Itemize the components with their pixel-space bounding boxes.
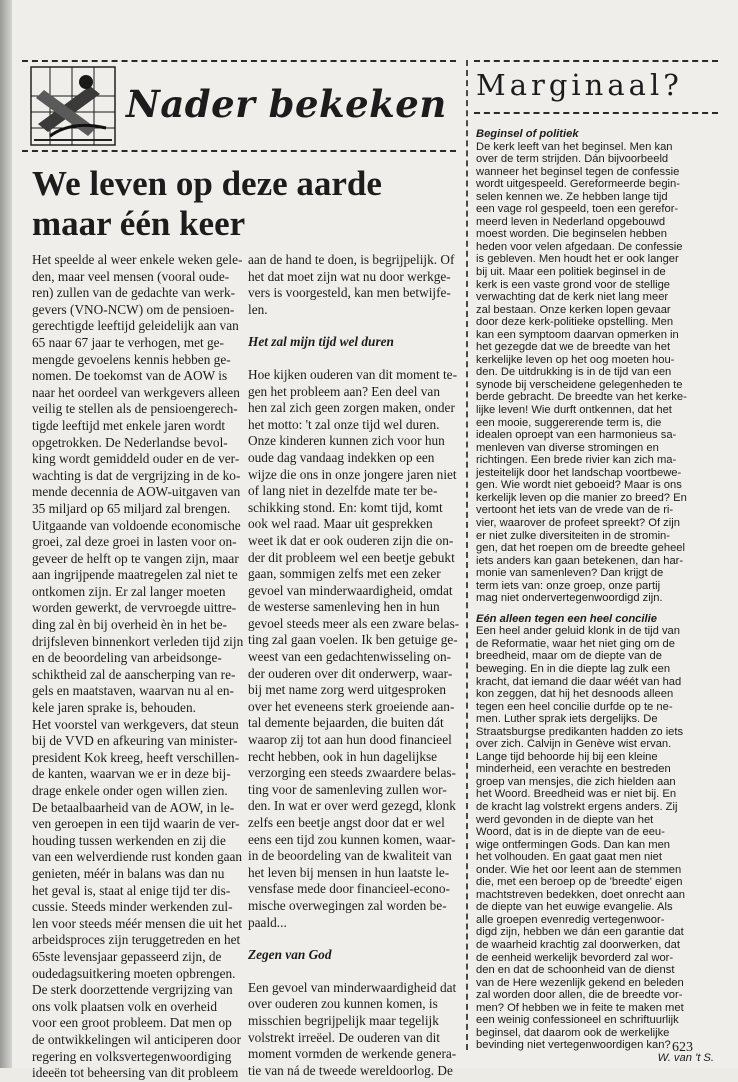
text-line: de westerse samenleving hen in hun [248,599,440,615]
text-line: den, maar veel mensen (vooral oude- [32,268,230,284]
sidebar-text-line: wordt uitgespeeld. Gereformeerde begin- [476,178,680,191]
sidebar-text-line: moest worden. Die beginselen hebben [476,228,667,241]
text-line: tal demente bejaarden, die buiten dát [248,715,444,731]
text-line: schikking stond. En: komt tijd, komt [248,499,443,515]
text-line: aan de hand te doen, is begrijpelijk. Of [248,252,455,267]
sidebar-text-line: de waarheid krachtig zal doorwerken, dat [476,939,680,951]
sidebar-text-line: wanneer het beginsel tegen de confessie [476,165,680,178]
text-line: worden gewerkt, de vervroegde uittre- [32,600,237,616]
text-line: voor een groot probleem. Dat men op [32,1015,232,1031]
text-line: gevoel van minderwaardigheid, omdat [248,582,453,598]
text-line: recht hebben, ook in hun dagelijkse [248,748,438,764]
column-2-paragraph-1 [248,252,460,318]
text-line: opgetrokken. De Nederlandse bevol- [32,434,228,450]
text-line: van een welverdiende rust konden gaan [32,849,243,865]
sidebar-text-line: de diepte van het euwige evangelie. Als [476,901,673,914]
text-line: of lang niet in dezelfde mate ter be- [248,483,438,499]
text-line: misschien begrijpelijk maar tegelijk [248,1012,439,1028]
sidebar-text-line: die, met een beroep op de 'breedte' eigen [476,876,683,889]
sidebar-text-line: jesteitelijk door het landschap voortbewe- [476,466,682,479]
text-line: bij met name zorg werd uitgesproken [248,682,447,698]
text-line: het dat moet zijn wat nu door werkge- [248,268,451,284]
text-line: de ontwikkelingen wil anticiperen door [32,1031,241,1047]
sidebar-text-line: zal bestaan. Onze kerken lopen gevaar [476,303,671,316]
column-2-paragraph-2 [248,367,460,931]
article-column-2 [248,252,460,1079]
text-line: Het voorstel van werkgevers, dat steun [32,716,239,732]
text-line: aan ingrijpende maatregelen zal niet te [32,567,238,583]
sidebar-text-line: de Reformatie, waar het niet ging om de [476,637,675,650]
sidebar-text-line: gen, dat het roepen om de breedte geheel [476,542,685,555]
sidebar-text-line: van de Here wezenlijk gekend en beleden [476,976,684,989]
sidebar-text-line: De kerk leeft van het beginsel. Men kan [476,140,673,153]
text-line: het geval is, staat al enige tijd ter dis- [32,882,231,898]
column-divider [466,60,468,1050]
text-line: drage enkele onder ogen willen zien. [32,783,228,798]
sidebar-text-line: Straatsburgse predikanten hadden zo iets [476,725,684,738]
sidebar-text-line: den. De uitdrukking is in de tijd van een [476,366,672,379]
sidebar-text-line: term iets van: onze groep, onze partij [476,579,661,592]
text-line: Hoe kijken ouderen van dit moment te- [248,366,457,382]
text-line: volstrekt irreëel. De ouderen van dit [248,1029,440,1045]
sidebar-text-line: berde gebracht. De breedte van het kerke- [476,391,687,404]
sidebar-text-line: lijke leven! Wie durft ontkennen, dat het [476,404,672,417]
text-line: veilig te stellen als de pensioengerech- [32,401,238,417]
text-line: en de beoordeling van arbeidsonge- [32,650,222,666]
text-line: over het eveneens sterk groeiende aan- [248,698,455,714]
sidebar-text-line: het Woord. Breedheid was er niet bij. En [476,788,677,801]
sidebar-text-line: de eenheid werkelijk bevorderd zal wor- [476,951,674,964]
sidebar-text-line: breedheid, maar om de diepte van de [476,650,662,663]
text-line: tigde leeftijd met enkele jaren wordt [32,417,226,433]
text-line: Onze kinderen kunnen zich voor hun [248,433,445,449]
text-line: verzorging een steeds zwaardere belas- [248,765,456,781]
text-line: cussie. Steeds minder werkenden zul- [32,899,233,915]
header-rule-left [22,150,456,152]
sidebar-text-line: Een heel ander geluid klonk in de tijd van [476,625,681,638]
text-line: waarop zij tot aan hun dood financieel [248,732,452,748]
text-line: len voor steeds méér mensen die uit het [32,915,243,931]
sidebar-text-line: Lange tijd behoorde hij bij een kleine [476,750,658,763]
text-line: ting zal gaan voelen. Ik ben getuige ge- [248,632,458,648]
text-line: groei, zal deze groei in lasten voor on- [32,534,237,550]
text-line: drijfsleven binnenkort verleden tijd zijn [32,633,244,649]
sidebar-text-line: meerd leven in Nederland opgebouwd [476,215,666,228]
page-number: 623 [672,1040,693,1055]
sidebar-text-line: bij uit. Maar een politiek beginsel in de [476,266,666,279]
text-line: vers is voorgesteld, kan men betwijfe- [248,285,451,301]
text-line: wijze die ons in onze jongere jaren niet [248,466,457,482]
article-column-1 [32,252,244,1082]
sidebar-text-line: monie van samenleven? Dan krijgt de [476,567,664,580]
sidebar-text-line: gen. Wie wordt niet geboeid? Maar is ons [476,479,682,492]
text-line: len. [248,301,268,317]
sidebar-text-line: vier, waarover de profeet spreekt? Of zijn [476,516,680,529]
sidebar-text-line: kerkelijk leven op die manier zo breed? En [476,491,687,504]
sidebar-text-line: de kracht lag volstrekt ergens anders. Zij [476,800,678,813]
sidebar-text-line: een weinig confessioneel en schriftuurlijk [476,1014,679,1027]
sidebar-text-line: beginsel, dat daarom ook de werkelijke [476,1026,670,1039]
text-line: 35 miljard op 65 miljard zal brengen. [32,500,231,516]
sidebar-text-line: men? Of hebben we in feite te maken met [476,1001,684,1014]
sidebar-text-line: kon zeggen, dat hij het desnoods alleen [476,688,674,701]
author-signature: W. van 't S. [657,1051,714,1064]
text-line: nomen. De toekomst van de AOW is [32,368,228,384]
text-line: Een gevoel van minderwaardigheid dat [248,979,457,995]
text-line: eens een tijd zou kunnen komen, waar- [248,831,456,847]
sidebar-text-line: richtingen. Een brede rivier kan zich ma- [476,454,677,467]
text-line: 65 naar 67 jaar te verhogen, met ge- [32,334,224,350]
column-2-paragraph-3 [248,980,460,1080]
text-line: ven geroepen in een tijd waarin de ver- [32,816,240,832]
text-line: ideeën tot beheersing van dit probleem [32,1065,239,1081]
text-line: arbeidsproces zijn teruggetreden en het [32,932,241,948]
sidebar-text-line: men. Luther sprak iets dergelijks. De [476,713,658,726]
sidebar-title: Marginaal? [476,68,683,102]
sidebar-text-line: synode bij verscheidene gelegenheden te [476,378,683,391]
text-line: ting voor de samenleving zullen wor- [248,781,447,797]
sidebar-text-line: over de term strijden. Dán bijvoorbeeld [476,153,669,166]
text-line: over ouderen zou kunnen komen, is [248,996,438,1012]
sidebar-text-line: den en dat de schoonheid van de dienst [476,964,675,977]
text-line: de kanten, waarvan we er in deze bij- [32,766,231,782]
text-line: ook wel raad. Maar uit gesprekken [248,516,433,532]
sidebar-text-line: digd zijn, hebben we dán een garantie dat [476,926,684,939]
text-line: geveer de helft op te vangen zijn, maar [32,550,239,566]
sidebar-text-line: een vage rol gespeeld, toen een gerefor- [476,203,679,216]
text-line: mengde gevoelens kennis hebben ge- [32,351,231,367]
text-line: vensfase mede door financieel-econo- [248,881,450,897]
text-line: bij de VVD en afkeuring van minister- [32,733,238,749]
sidebar-text-line: idealen oproept van een harmonieus sa- [476,429,677,442]
text-line: De sterk doorzettende vergrijzing van [32,982,233,998]
sidebar-heading-concilie: Eén alleen tegen een heel concilie [476,612,657,625]
sidebar-text-line: Woord, dat is in de diepte van de eeu- [476,826,665,839]
sidebar-text-line: het gezegde dat we de breedte van het [476,341,671,354]
sidebar-text-line: is gebleven. Men houdt het er ook langer [476,253,679,266]
text-line: gevoel steeds meer als een zware belas- [248,615,460,631]
sidebar-text-line: vertoont het iets van de vrede van de ri- [476,504,674,517]
text-line: Het speelde al weer enkele weken gele- [32,252,243,267]
text-line: der ouderen over dit onderwerp, waar- [248,665,453,681]
text-line: ren) zullen van de gedachte van werk- [32,285,236,301]
text-line: gaan, sommigen zelfs met een zeker [248,566,441,582]
subheading-tijd: Het zal mijn tijd wel duren [248,334,394,350]
text-line: ding zal èn bij overheid èn in het be- [32,617,227,633]
text-line: Uitgaande van voldoende economische [32,517,241,533]
text-line: gevers (VNO-NCW) om de pensioen- [32,301,235,317]
sidebar-paragraph-2 [476,625,714,1052]
text-line: paald... [248,914,287,930]
text-line: kele jaren sprake is, behouden. [32,700,196,716]
sidebar-text-line: door deze kerk-politieke opstelling. Men [476,316,674,329]
text-line: regering en volksvertegenwoordiging [32,1048,232,1064]
sidebar-text-line: onder. Wie het oor leent aan de stemmen [476,863,682,876]
sidebar-text-line: iets anders kan gaan betekenen, dan har- [476,554,684,567]
sidebar-text-line: over zich. Calvijn in Genève wist ervan. [476,738,672,751]
sidebar-text-line: kerkelijke leven op het oog moeten hou- [476,353,675,366]
text-line: genieten, méér in balans was dan nu [32,865,225,881]
text-line: wachting is dat de vergrijzing in de ko- [32,467,241,483]
text-line: gerechtigde leeftijd geleidelijk aan van [32,318,239,334]
text-line: mende decennia de AOW-uitgaven van [32,484,241,500]
sidebar-text-line: groep van mensjes, die zich hielden aan [476,775,676,788]
text-line: het motto: 't zal onze tijd wel duren. [248,416,440,432]
text-line: zelfs een beetje angst door dat er wel [248,815,445,830]
sidebar-text-line: werd gevonden in de diepte van het [476,813,654,826]
article-headline: We leven op deze aarde maar één keer [32,164,382,243]
text-line: oudedagsuitkering moeten opbrengen. [32,965,236,981]
text-line: king wordt gemiddeld ouder en de ver- [32,451,240,467]
text-line: in de beoordeling van de kwaliteit van [248,848,452,864]
top-rule-right [474,60,718,62]
text-line: ontkomen zijn. Er zal langer moeten [32,583,226,599]
sidebar-text-line: mag niet ondervertegenwoordigd zijn. [476,592,663,605]
text-line: gen het probleem aan? Een deel van [248,383,440,399]
header-rule-right [474,112,718,114]
sidebar-text-line: een mooie, suggererende term is, die [476,416,662,429]
sidebar-text-line: menleven van diverse stromingen en [476,441,659,454]
sidebar-heading-beginsel: Beginsel of politiek [476,128,579,140]
sidebar-text-line: bevinding niet vertegenwoordigen kan? [476,1039,671,1052]
text-line: weest van een gedachtenwisseling on- [248,649,452,665]
text-line: De betaalbaarheid van de AOW, in le- [32,799,235,815]
text-line: president Kok kreeg, heeft verschillen- [32,749,240,765]
sidebar-text-line: minderheid, een verachte en bestreden [476,763,671,776]
sidebar-text-line: alle groepen evenredig vertegenwoor- [476,913,665,926]
sidebar-text-line: kracht, dat iemand die daar wéét van had [476,675,682,688]
sidebar-text-line: kerk is een vaste grond voor de stellige [476,278,671,291]
sidebar-column [476,128,714,1064]
sidebar-text-line: wige ontfermingen Gods. Dan kan men [476,838,671,851]
sidebar-paragraph-1 [476,141,714,605]
sidebar-text-line: het volhouden. En gaat gaat men niet [476,851,662,864]
text-line: tie van ná de tweede wereldoorlog. De [248,1062,453,1078]
text-line: ons volk plaatsen volk en overheid [32,998,218,1014]
top-rule-left [22,60,456,62]
sidebar-text-line: heden voor velen afgedaan. De confessie [476,240,683,253]
sidebar-text-line: beweging. En in die diepte lag zulk een [476,662,671,675]
sidebar-text-line: machtstreven bedekken, doet onrecht aan [476,888,685,901]
text-line: weet ik dat er ook ouderen zijn die on- [248,532,454,548]
text-line: oude dag vandaag indekken op een [248,449,435,465]
sidebar-text-line: verwachting dat de kerk niet lang meer [476,291,669,304]
sidebar-text-line: zal worden door allen, die de breedte vor- [476,989,683,1002]
sidebar-text-line: tegen een heel concilie durfde op te ne- [476,700,673,713]
sidebar-text-line: kan een symptoom daarvan opmerken in [476,328,679,341]
text-line: het leven bij mensen in hun laatste le- [248,864,450,880]
text-line: der dit probleem wel een beetje gebukt [248,549,455,565]
text-line: hen zal zich geen zorgen maken, onder [248,400,455,416]
text-line: naar het oordeel van werkgevers alleen [32,384,240,400]
nader-bekeken-logo [30,66,116,146]
text-line: den. In wat er over werd gezegd, klonk [248,798,456,814]
text-line: moment vormden de werkende genera- [248,1046,457,1062]
text-line: mische overwegingen zal worden be- [248,897,447,913]
sidebar-text-line: er niet zulke diversiteiten in de stromin- [476,529,671,542]
subheading-zegen: Zegen van God [248,947,332,963]
text-line: houding tussen werkenden en zij die [32,832,226,848]
text-line: 65ste levensjaar gepasseerd zijn, de [32,948,222,964]
binding-shadow [0,0,12,1068]
text-line: gels en maatstaven, waarvan nu al en- [32,683,234,699]
section-title: Nader bekeken [126,82,447,126]
sidebar-text-line: selen kennen we. Ze hebben lange tijd [476,190,668,203]
text-line: schiktheid zal de aanscherping van re- [32,666,236,682]
